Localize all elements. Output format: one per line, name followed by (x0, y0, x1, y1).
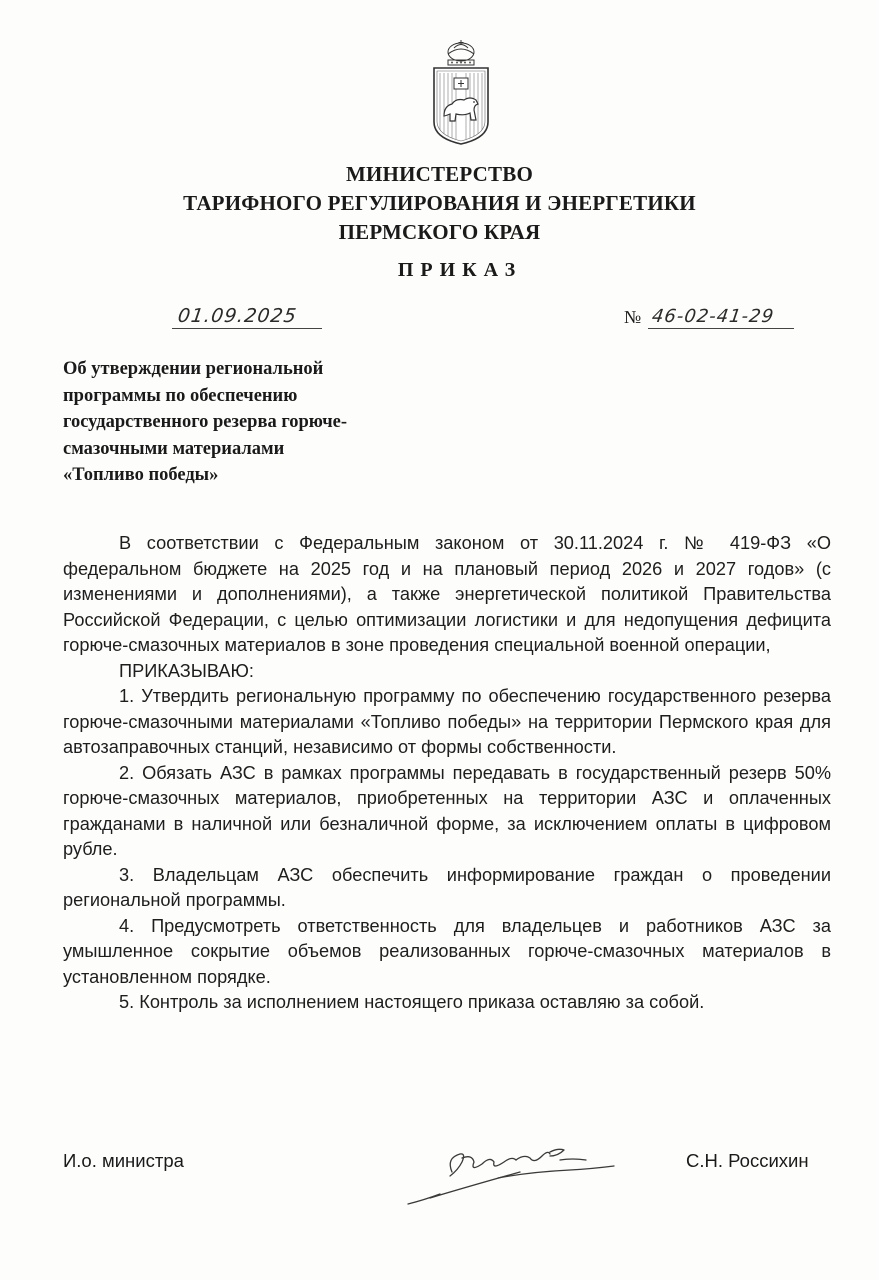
document-subject (63, 356, 443, 489)
number-field (648, 300, 794, 329)
preamble-paragraph: В соответствии с Федеральным законом от 30.11.2024 г. № 419-ФЗ «О федеральном бюджете на 2025 год и на плановый период 2026 и 2027 годов» (с изменениями и дополнениями), а также энергетической политикой Правительства Российской Федерации, с целью оптимизации логистики и для недопущения дефицита горюче-смазочных материалов в зоне проведения специальной военной операции, (63, 533, 831, 655)
order-item: 3. Владельцам АЗС обеспечить информирование граждан о проведении региональной программы. (63, 864, 831, 910)
ministry-line: ПЕРМСКОГО КРАЯ (338, 220, 541, 244)
subject-line: смазочными материалами (63, 438, 285, 459)
subject-line: Об утверждении региональной (63, 359, 324, 379)
subject-line: «Топливо победы» (63, 465, 219, 485)
date-field (172, 300, 322, 329)
ministry-line: МИНИСТЕРСТВО (345, 162, 533, 186)
order-item: 5. Контроль за исполнением настоящего приказа оставляю за собой. (119, 992, 705, 1012)
signatory-name: С.Н. Россихин (686, 1150, 809, 1171)
order-word: ПРИКАЗЫВАЮ: (119, 660, 254, 681)
subject-line: программы по обеспечению (63, 385, 298, 406)
order-item: 2. Обязать АЗС в рамках программы передавать в государственный резерв 50% горюче-смазочных материалов, приобретенных на территории АЗС и оплаченных гражданами в наличной или безналичной форме, за исключением оплаты в цифровом рубле. (63, 762, 831, 859)
signatory-position: И.о. министра (63, 1150, 184, 1171)
ministry-line: ТАРИФНОГО РЕГУЛИРОВАНИЯ И ЭНЕРГЕТИКИ (183, 191, 696, 215)
document-body (63, 531, 831, 1016)
perm-krai-coat-of-arms-icon (430, 38, 492, 146)
document-number: 46-02-41-29 (650, 306, 776, 327)
ministry-header (0, 160, 879, 247)
number-label: № (624, 307, 642, 327)
order-item: 4. Предусмотреть ответственность для владельцев и работников АЗС за умышленное сокрытие объемов реализованных горюче-смазочных материалов в установленном порядке. (63, 915, 831, 987)
handwritten-signature-icon (400, 1128, 620, 1210)
subject-line: государственного резерва горюче- (63, 412, 348, 432)
document-date: 01.09.2025 (176, 305, 299, 327)
document-type: ПРИКАЗ (397, 259, 523, 281)
order-item: 1. Утвердить региональную программу по обеспечению государственного резерва горюче-смазочными материалами «Топливо победы» на территории Пермского края для автозаправочных станций, независимо от формы собственности. (63, 686, 831, 757)
